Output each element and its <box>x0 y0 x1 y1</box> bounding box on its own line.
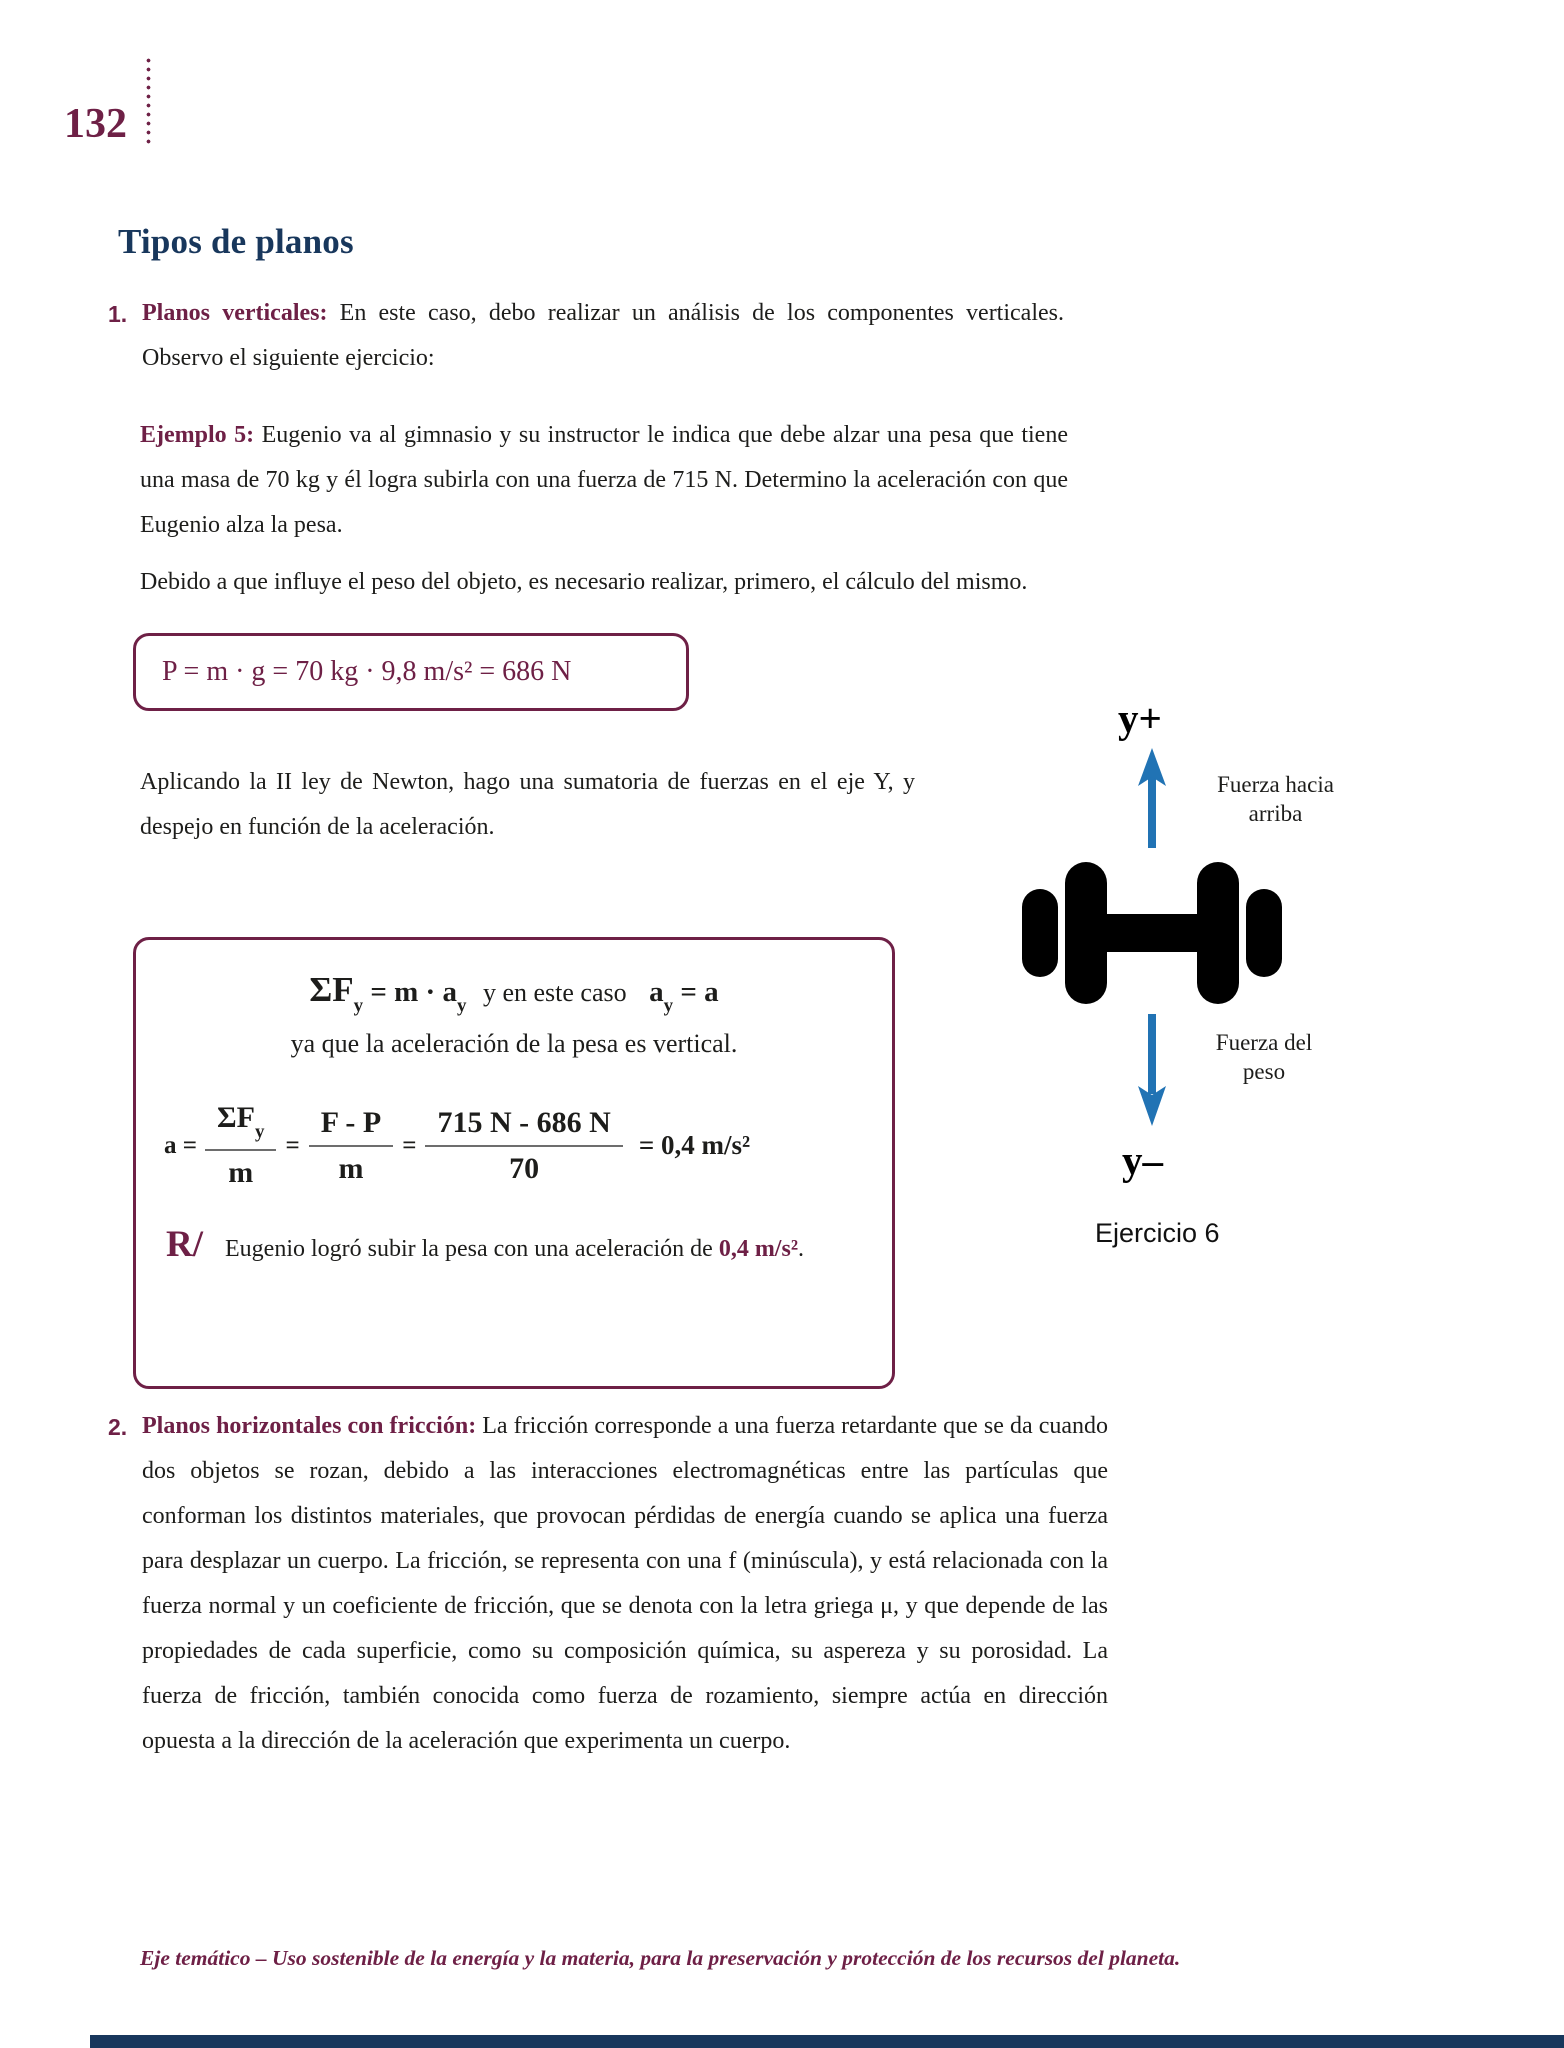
force-down-label: Fuerza del peso <box>1215 1030 1313 1084</box>
answer-text: Eugenio logró subir la pesa con una aceleración de <box>219 1235 719 1262</box>
fraction-f-minus-p-over-m <box>309 1106 394 1186</box>
sigma-equation <box>164 970 864 1017</box>
solution-box <box>133 937 895 1389</box>
sigma-note: ya que la aceleración de la pesa es vertical. <box>290 1029 738 1059</box>
fraction-sigma-f-over-m <box>205 1101 276 1189</box>
answer-label: R/ <box>166 1223 203 1265</box>
answer-paragraph <box>166 1223 862 1273</box>
fraction2-denominator: m <box>338 1151 364 1185</box>
sigma-ma-term: = m · a <box>363 976 457 1008</box>
y-minus-label: y– <box>1122 1137 1163 1183</box>
fraction1-num-subscript: y <box>254 1121 265 1143</box>
sigma-f-subscript: y <box>353 995 364 1017</box>
example-text: Eugenio va al gimnasio y su instructor le indica que debe alzar una pesa que tiene una masa de 70 kg y él logra subirla con una fuerza de 715 N. Determino la aceleración con que Eugenio alza la pesa. <box>140 422 1068 538</box>
sigma-ay-subscript: y <box>663 995 674 1017</box>
y-plus-label: y+ <box>1118 695 1162 741</box>
sigma-f-term: ΣF <box>309 970 354 1009</box>
fraction1-numerator <box>205 1101 276 1150</box>
fraction2-numerator: F - P <box>309 1106 394 1147</box>
equation-result: = 0,4 m/s² <box>638 1130 751 1161</box>
list-marker-2: 2. <box>108 1414 128 1440</box>
force-up-label: Fuerza hacia arriba <box>1217 772 1334 826</box>
item2-text: La fricción corresponde a una fuerza retardante que se da cuando dos objetos se rozan, debido a las interacciones electromagnéticas entre las partículas que conforman los distintos materiales, que provocan pérdidas de energía cuando se aplica una fuerza para desplazar un cuerpo. La fricción, se representa con una f (minúscula), y está relacionada con la fuerza normal y un coeficiente de fricción, que se denota con la letra griega μ, y que depende de las propiedades de cada superficie, como su composición química, su aspereza y su porosidad. La fuerza de fricción, también conocida como fuerza de rozamiento, siempre actúa en dirección opuesta a la dirección de la aceleración que experimenta un cuerpo. <box>142 1413 1108 1754</box>
newton-note: Aplicando la II ley de Newton, hago una sumatoria de fuerzas en el eje Y, y despejo en función de la aceleración. <box>140 769 915 840</box>
item1-text: En este caso, debo realizar un análisis de los componentes verticales. Observo el siguiente ejercicio: <box>142 300 1064 371</box>
page-number-divider <box>146 56 151 148</box>
dumbbell-icon <box>1022 862 1282 1004</box>
sigma-equals-a-term: = a <box>673 976 719 1008</box>
footer-theme-line: Eje temático – Uso sostenible de la energía y la materia, para la preservación y protección de los recursos del planeta. <box>140 1946 1181 1970</box>
weight-formula: P = m · g = 70 kg · 9,8 m/s² = 686 N <box>162 656 572 687</box>
list-item-planos-verticales <box>142 291 1064 381</box>
fraction3-numerator: 715 N - 686 N <box>425 1106 622 1147</box>
weight-formula-box <box>133 633 689 711</box>
page-number: 132 <box>64 101 127 147</box>
down-arrow-icon <box>1136 1014 1168 1126</box>
fraction3-denominator: 70 <box>509 1151 540 1185</box>
diagram-caption: Ejercicio 6 <box>1095 1218 1220 1248</box>
fraction1-num-text: ΣF <box>217 1101 255 1135</box>
example-label: Ejemplo 5: <box>140 422 255 448</box>
example-5-paragraph <box>140 413 1068 548</box>
dumbbell-diagram <box>1000 690 1430 1275</box>
up-arrow-icon <box>1136 748 1168 848</box>
fraction-values <box>425 1106 622 1186</box>
fraction1-denominator: m <box>228 1155 254 1189</box>
equals-sign-1: = <box>285 1131 300 1159</box>
bottom-accent-bar <box>90 2035 1564 2048</box>
sigma-ay-term: a <box>649 976 664 1008</box>
equals-sign-2: = <box>402 1131 417 1159</box>
equation-lead: a = <box>164 1131 197 1159</box>
page-title: Tipos de planos <box>118 222 354 261</box>
answer-period: . <box>798 1235 805 1262</box>
item2-label: Planos horizontales con fricción: <box>142 1413 477 1439</box>
item1-label: Planos verticales: <box>142 300 328 326</box>
list-marker-1: 1. <box>108 301 128 327</box>
sigma-middle-text: y en este caso <box>476 978 634 1007</box>
acceleration-equation <box>164 1101 864 1189</box>
sigma-a-subscript: y <box>456 995 467 1017</box>
weight-note: Debido a que influye el peso del objeto, es necesario realizar, primero, el cálculo del mismo. <box>140 569 1028 595</box>
answer-highlight: 0,4 m/s² <box>718 1235 799 1262</box>
list-item-planos-horizontales <box>142 1404 1108 1764</box>
